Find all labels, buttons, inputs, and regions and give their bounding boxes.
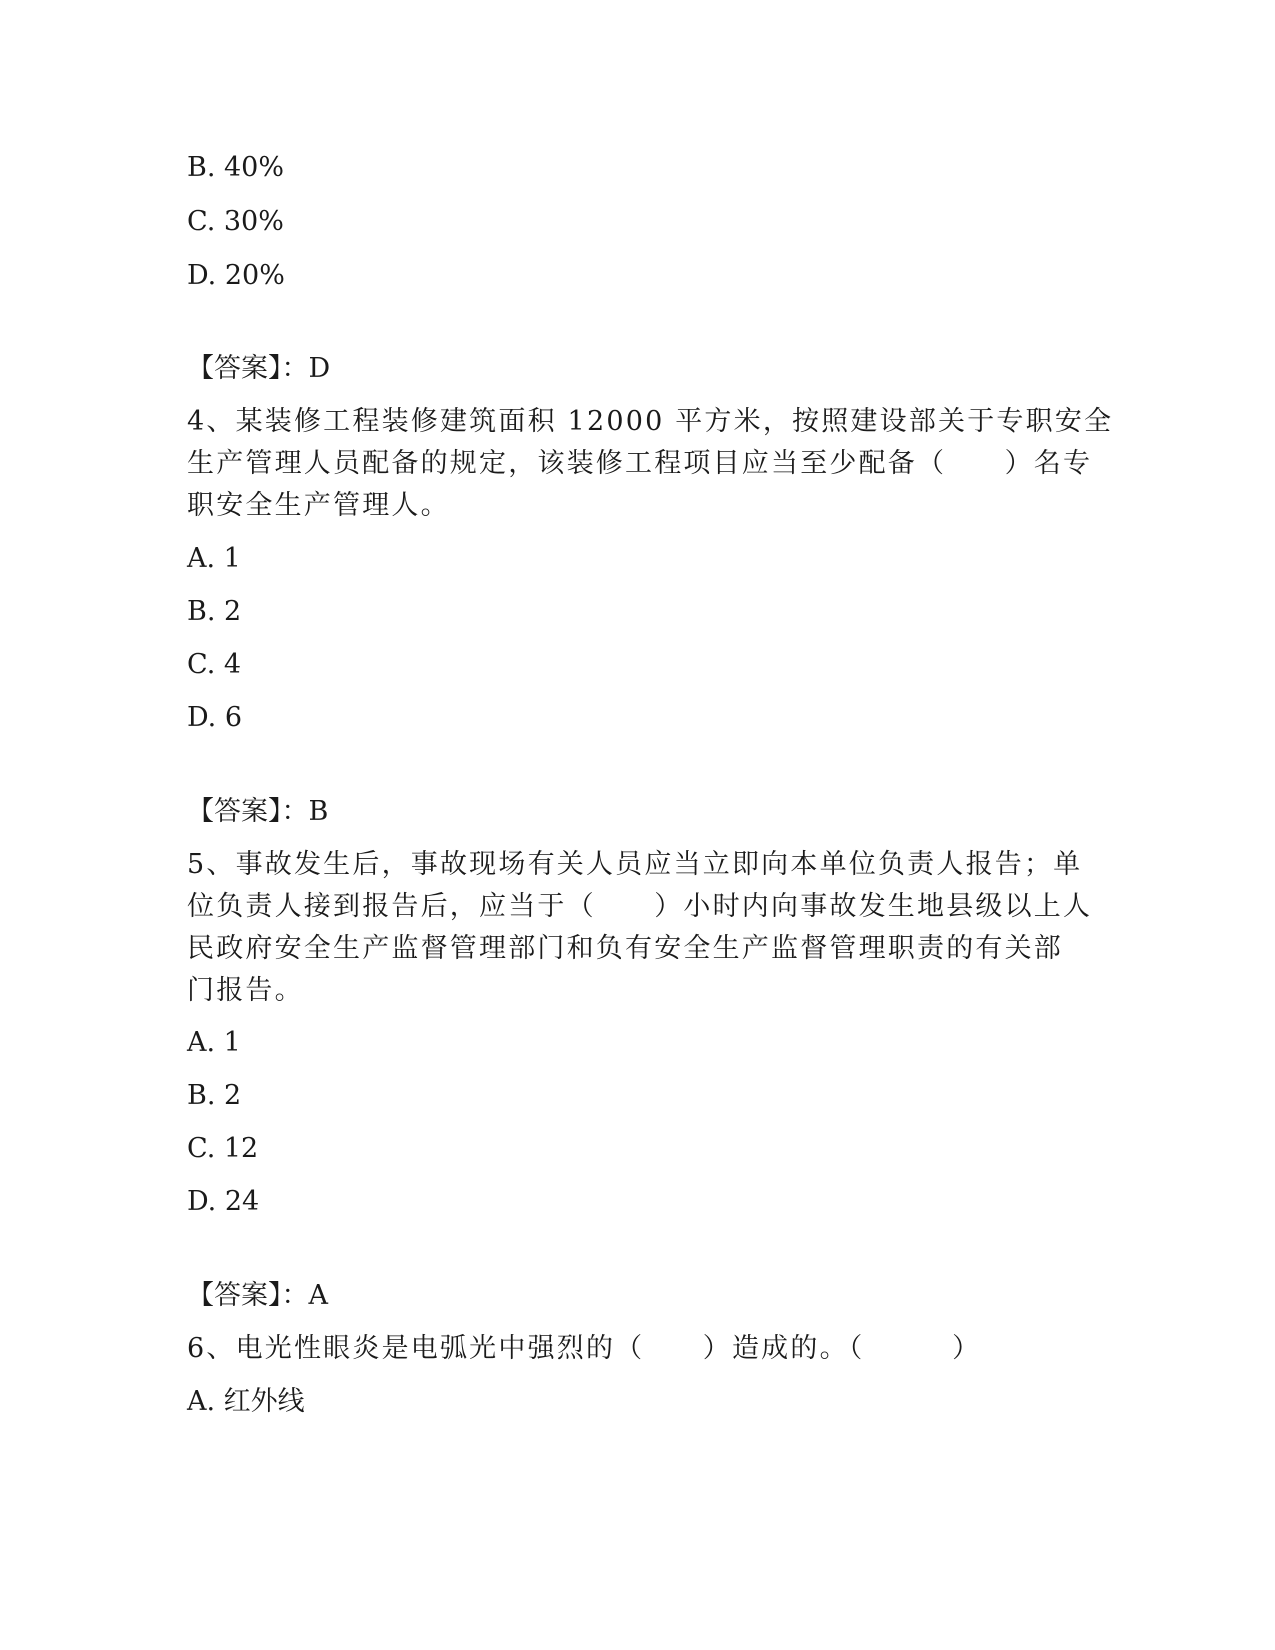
q3-option-c: C. 30% — [187, 206, 284, 237]
q5-text-line-4: 门报告。 — [187, 975, 304, 1006]
q5-text-line-1: 5、事故发生后，事故现场有关人员应当立即向本单位负责人报告；单 — [187, 849, 1083, 880]
q6-text-line-1: 6、电光性眼炎是电弧光中强烈的（ ）造成的。（ ） — [187, 1333, 982, 1364]
q3-option-b: B. 40% — [187, 152, 285, 183]
q4-option-d: D. 6 — [187, 702, 243, 733]
q6-option-a: A. 红外线 — [187, 1386, 305, 1417]
q5-option-d: D. 24 — [187, 1186, 260, 1217]
q5-answer: 【答案】：A — [187, 1280, 328, 1311]
q5-option-c: C. 12 — [187, 1133, 259, 1164]
q4-answer: 【答案】：B — [187, 796, 329, 827]
q5-option-b: B. 2 — [187, 1080, 242, 1111]
q4-option-c: C. 4 — [187, 649, 242, 680]
q4-text-line-3: 职安全生产管理人。 — [187, 490, 450, 521]
q4-option-b: B. 2 — [187, 596, 242, 627]
q4-text-line-2: 生产管理人员配备的规定，该装修工程项目应当至少配备（ ）名专 — [187, 448, 1093, 479]
q3-answer: 【答案】：D — [187, 353, 331, 384]
q3-option-d: D. 20% — [187, 260, 285, 291]
q5-text-line-2: 位负责人接到报告后，应当于（ ）小时内向事故发生地县级以上人 — [187, 891, 1093, 922]
q4-option-a: A. 1 — [187, 543, 241, 574]
q5-text-line-3: 民政府安全生产监督管理部门和负有安全生产监督管理职责的有关部 — [187, 933, 1063, 964]
q5-option-a: A. 1 — [187, 1027, 241, 1058]
q4-text-line-1: 4、某装修工程装修建筑面积 12000 平方米，按照建设部关于专职安全 — [187, 406, 1114, 437]
